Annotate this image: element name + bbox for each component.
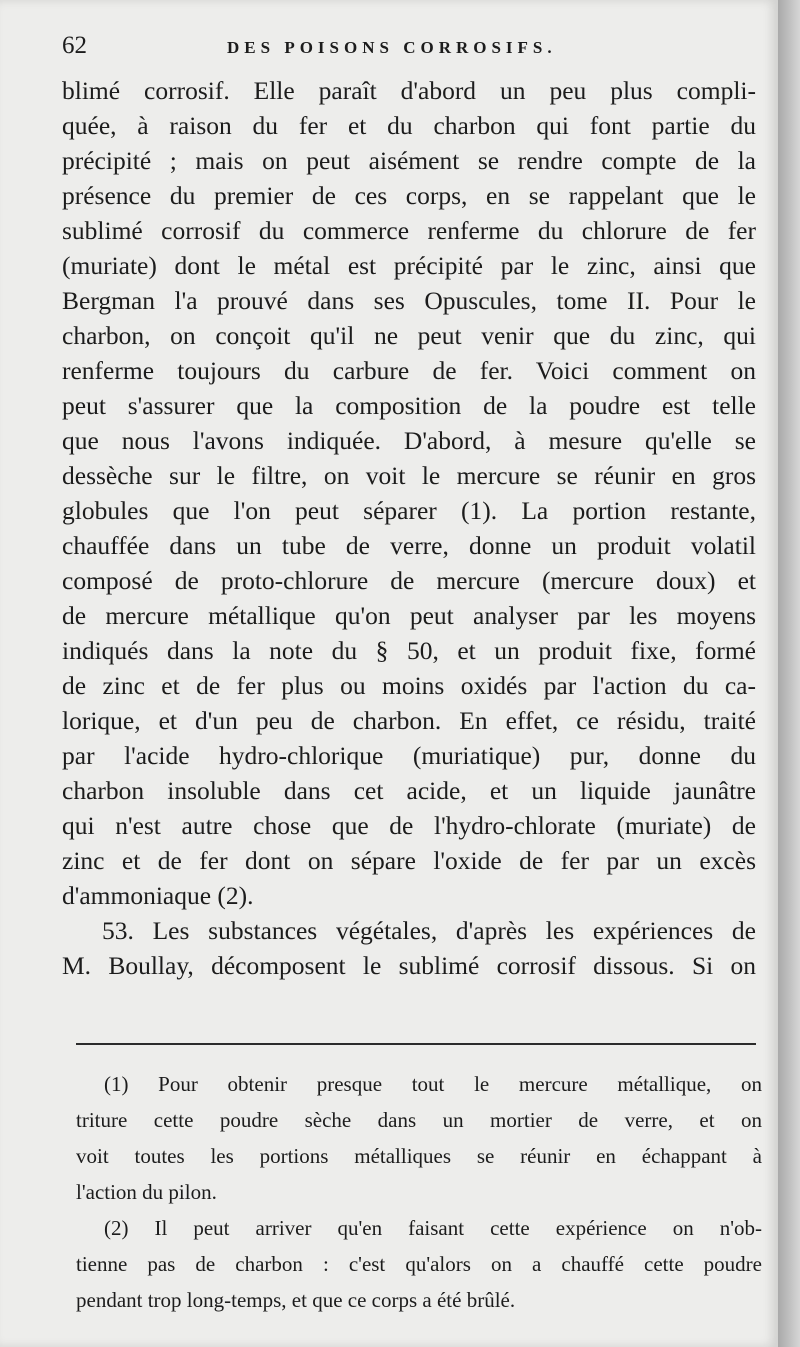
page-number: 62 [62,32,87,59]
body-line: M. Boullay, décomposent le sublimé corrosif dissous. Si on [62,951,756,980]
body-line: de zinc et de fer plus ou moins oxidés par l'action du ca- [62,671,756,700]
footnotes [76,1066,762,1318]
body-line: peut s'assurer que la composition de la poudre est telle [62,391,756,420]
body-line: sublimé corrosif du commerce renferme du chlorure de fer [62,216,756,245]
body-line: (muriate) dont le métal est précipité par le zinc, ainsi que [62,251,756,280]
body-line: composé de proto-chlorure de mercure (mercure doux) et [62,566,756,595]
body-line: précipité ; mais on peut aisément se rendre compte de la [62,146,756,175]
body-line: par l'acide hydro-chlorique (muriatique) pur, donne du [62,741,756,770]
body-line: charbon, on conçoit qu'il ne peut venir que du zinc, qui [62,321,756,350]
body-line: charbon insoluble dans cet acide, et un liquide jaunâtre [62,776,756,805]
page-edge-shadow [778,0,800,1347]
body-line: dessèche sur le filtre, on voit le mercure se réunir en gros [62,461,756,490]
footnote-2-line: tienne pas de charbon : c'est qu'alors on a chauffé cette poudre [76,1252,762,1276]
body-line: qui n'est autre chose que de l'hydro-chlorate (muriate) de [62,811,756,840]
body-text [62,73,756,983]
body-line: chauffée dans un tube de verre, donne un produit volatil [62,531,756,560]
body-line: lorique, et d'un peu de charbon. En effet, ce résidu, traité [62,706,756,735]
footnote-1-line: l'action du pilon. [76,1180,217,1204]
running-title: DES POISONS CORROSIFS. [227,38,557,57]
body-line: présence du premier de ces corps, en se rappelant que le [62,181,756,210]
body-line: renferme toujours du carbure de fer. Voici comment on [62,356,756,385]
footnote-1-line: voit toutes les portions métalliques se réunir en échappant à [76,1144,762,1168]
footnote-2-line: pendant trop long-temps, et que ce corps a été brûlé. [76,1288,516,1312]
body-line: de mercure métallique qu'on peut analyser par les moyens [62,601,756,630]
footnote-1-line: triture cette poudre sèche dans un mortier de verre, et on [76,1108,762,1132]
paragraph-53-first-line: 53. Les substances végétales, d'après les expériences de [102,916,756,945]
footnote-rule [76,1043,756,1045]
footnote-2-line: (2) Il peut arriver qu'en faisant cette expérience on n'ob- [104,1216,762,1240]
body-line: quée, à raison du fer et du charbon qui font partie du [62,111,756,140]
body-line: indiqués dans la note du § 50, et un produit fixe, formé [62,636,756,665]
body-line: blimé corrosif. Elle paraît d'abord un peu plus compli- [62,76,756,105]
body-line: globules que l'on peut séparer (1). La portion restante, [62,496,756,525]
body-line: d'ammoniaque (2). [62,881,254,910]
body-line: zinc et de fer dont on sépare l'oxide de fer par un excès [62,846,756,875]
running-head [62,30,762,66]
body-line: que nous l'avons indiquée. D'abord, à mesure qu'elle se [62,426,756,455]
body-line: Bergman l'a prouvé dans ses Opuscules, tome II. Pour le [62,286,756,315]
footnote-1-line: (1) Pour obtenir presque tout le mercure métallique, on [104,1072,762,1096]
